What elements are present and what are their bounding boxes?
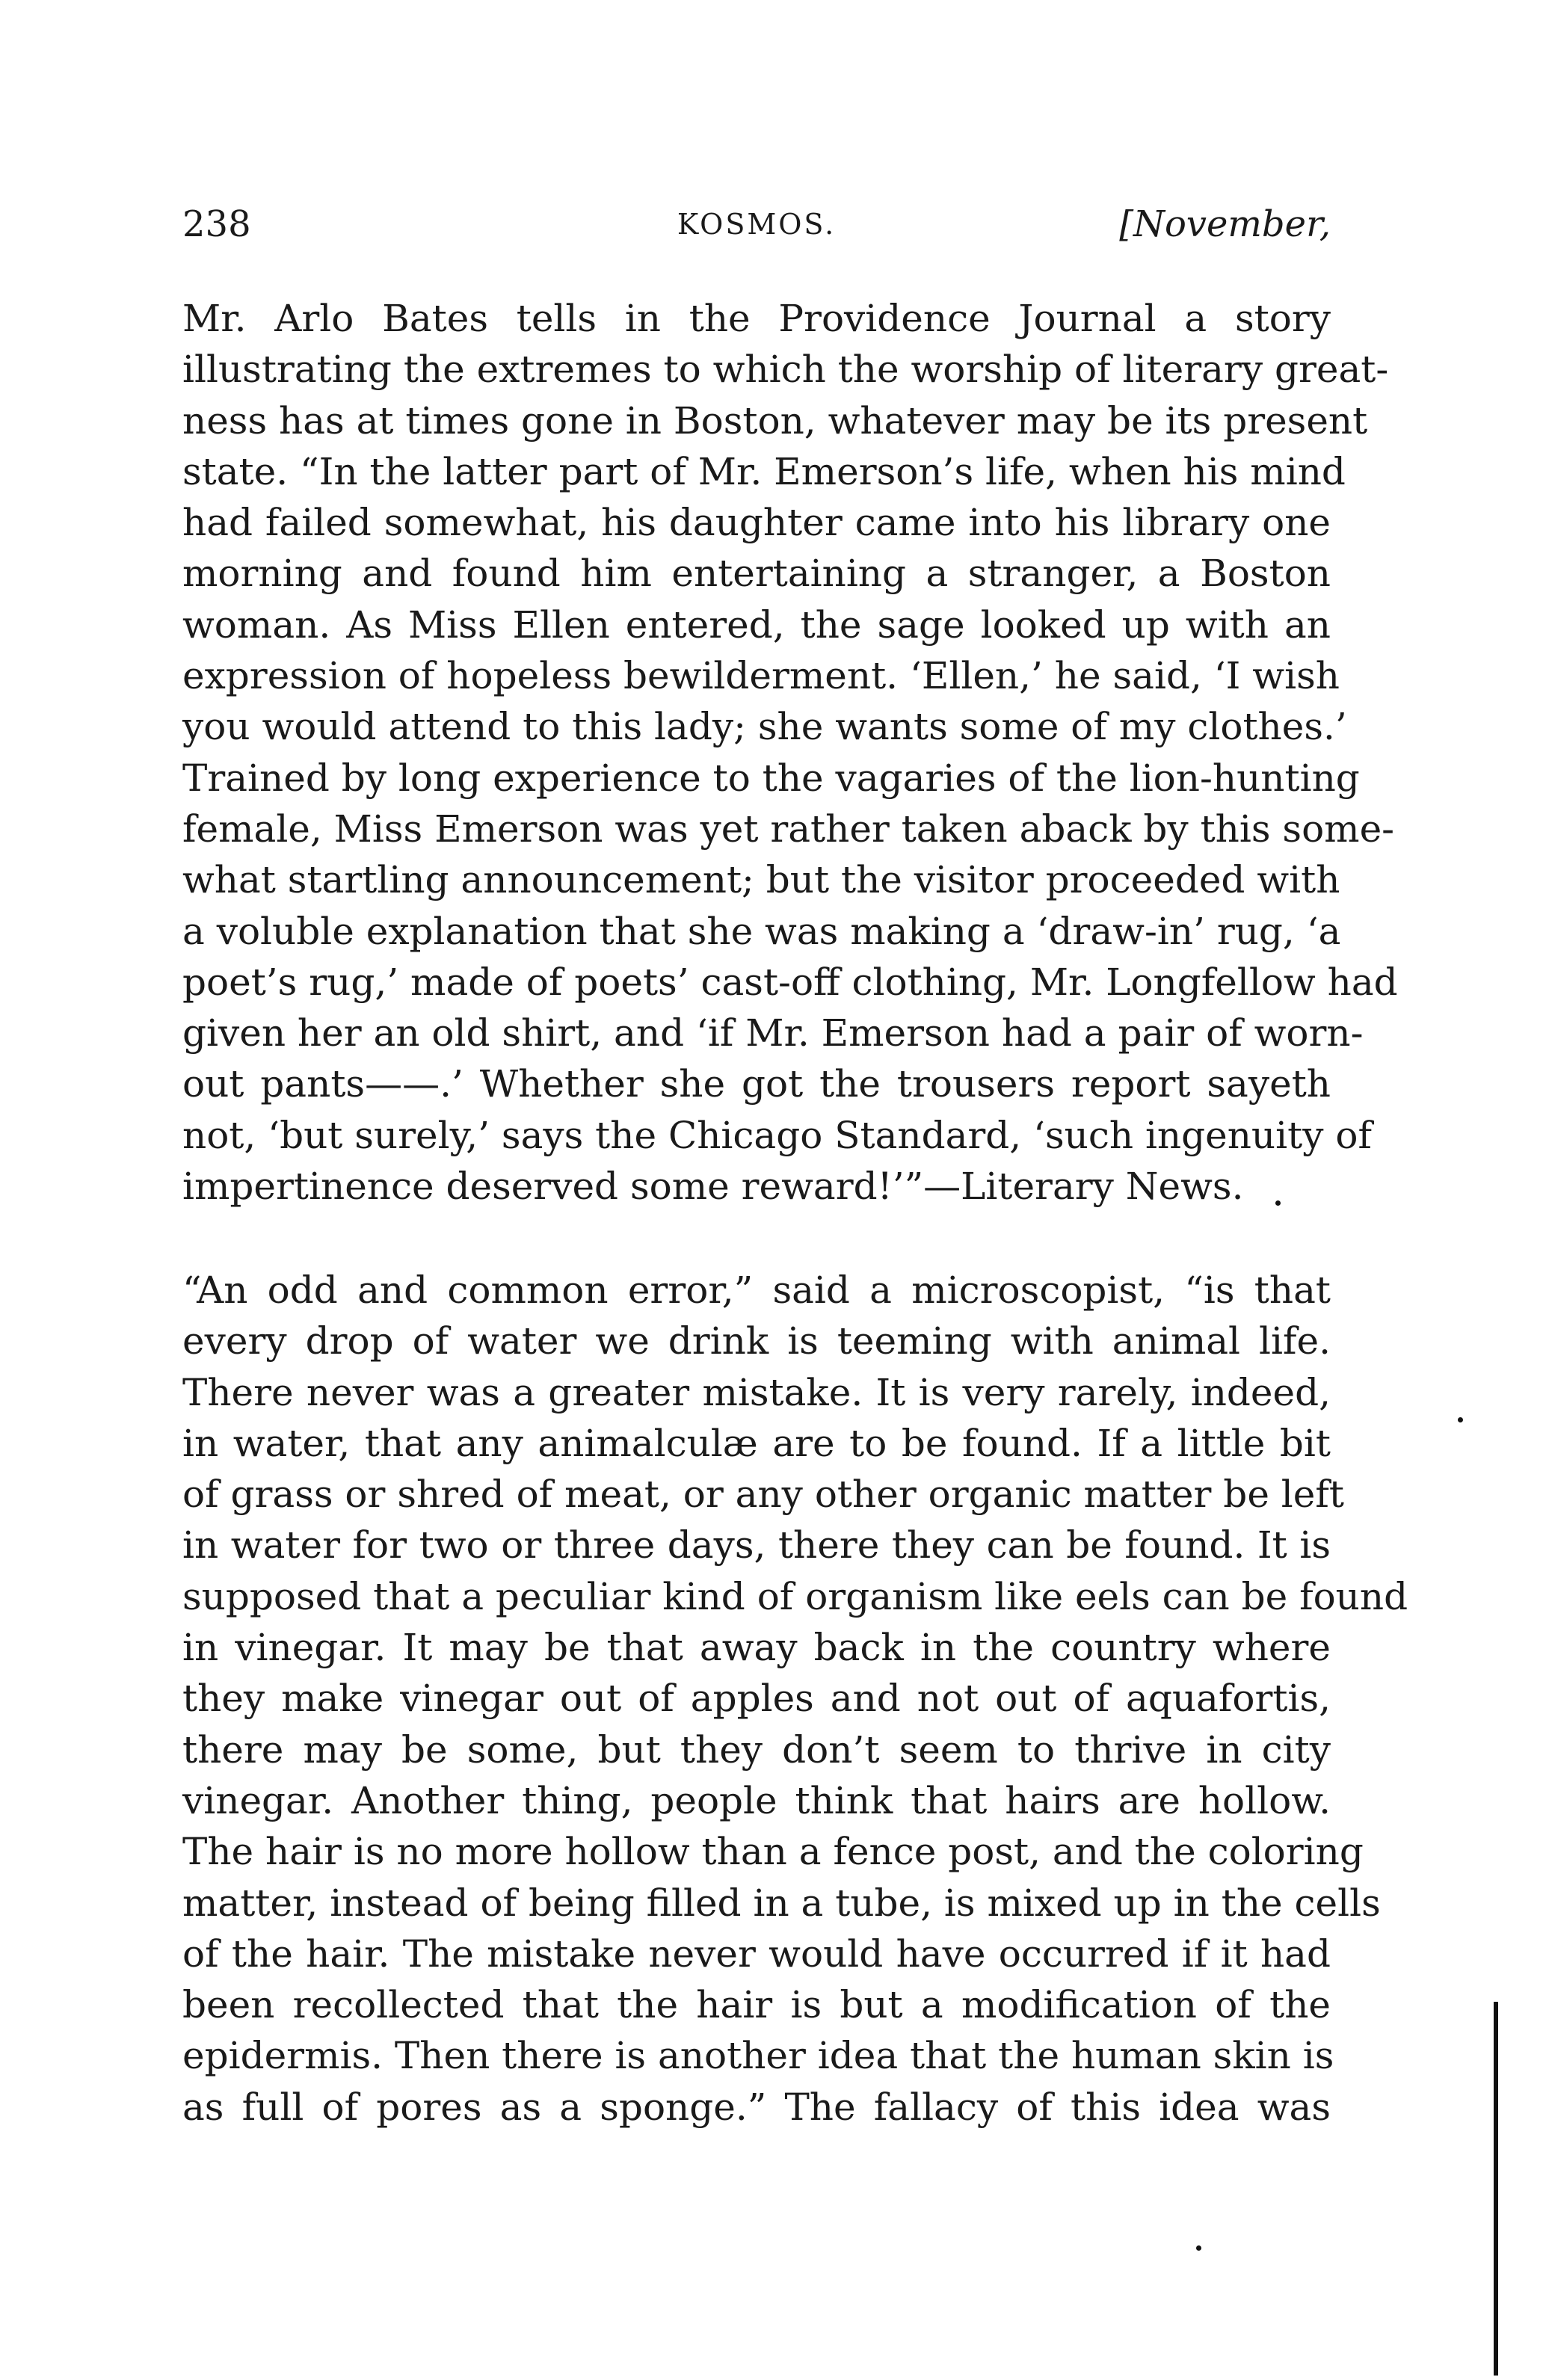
text-line: in water, that any animalculæ are to be found. If a little bit (182, 1421, 1331, 1465)
text-line: state. “In the latter part of Mr. Emerson’s life, when his mind (182, 449, 1346, 493)
text-line: Trained by long experience to the vagaries of the lion-hunting (182, 756, 1360, 800)
page-number: 238 (182, 203, 251, 245)
text-line: female, Miss Emerson was yet rather taken aback by this some- (182, 807, 1395, 851)
text-line: woman. As Miss Ellen entered, the sage looked up with an (182, 602, 1331, 647)
scan-speck (1196, 2245, 1201, 2251)
text-line: ness has at times gone in Boston, whatever may be its present (182, 398, 1368, 443)
text-line: they make vinegar out of apples and not out of aquafortis, (182, 1677, 1331, 1721)
text-line: of the hair. The mistake never would have occurred if it had (182, 1932, 1331, 1976)
text-line: poet’s rug,’ made of poets’ cast-off clothing, Mr. Longfellow had (182, 960, 1398, 1004)
scan-speck (1275, 1200, 1281, 1206)
text-line: vinegar. Another thing, people think that hairs are hollow. (182, 1778, 1331, 1822)
text-line: there may be some, but they don’t seem to thrive in city (182, 1727, 1331, 1772)
text-line: not, ‘but surely,’ says the Chicago Standard, ‘such ingenuity of (182, 1113, 1372, 1157)
text-line: out pants——.’ Whether she got the trousers report sayeth (182, 1062, 1331, 1106)
text-line: had failed somewhat, his daughter came into his library one (182, 501, 1331, 545)
paragraph-microscopist (182, 1265, 1408, 2133)
text-line: “An odd and common error,” said a microscopist, “is that (182, 1268, 1331, 1312)
journal-title: KOSMOS. (677, 208, 837, 241)
scan-speck (1458, 1417, 1463, 1422)
text-line: Mr. Arlo Bates tells in the Providence Journal a story (182, 297, 1331, 340)
issue-month: [November, (1119, 203, 1331, 245)
text-line: epidermis. Then there is another idea that the human skin is (182, 2034, 1334, 2078)
text-line: you would attend to this lady; she wants some of my clothes.’ (182, 705, 1347, 749)
text-line: expression of hopeless bewilderment. ‘Ellen,’ he said, ‘I wish (182, 654, 1340, 698)
paragraph-bates-emerson (182, 293, 1398, 1212)
text-line: morning and found him entertaining a stranger, a Boston (182, 552, 1331, 596)
text-line: a voluble explanation that she was making a ‘draw-in’ rug, ‘a (182, 909, 1341, 953)
text-line: in water for two or three days, there they can be found. It is (182, 1523, 1331, 1567)
text-line: supposed that a peculiar kind of organism like eels can be found (182, 1574, 1408, 1618)
text-line: as full of pores as a sponge.” The fallacy of this idea was (182, 2085, 1331, 2129)
text-line: impertinence deserved some reward!’”—Literary News. (182, 1165, 1244, 1209)
text-line: what startling announcement; but the visitor proceeded with (182, 858, 1340, 902)
text-line: There never was a greater mistake. It is very rarely, indeed, (182, 1370, 1331, 1414)
running-head (182, 203, 1331, 263)
text-line: of grass or shred of meat, or any other organic matter be left (182, 1473, 1344, 1517)
text-line: illustrating the extremes to which the worship of literary great- (182, 348, 1389, 392)
text-line: every drop of water we drink is teeming with animal life. (182, 1319, 1331, 1363)
scan-edge-mark (1494, 2002, 1498, 2376)
text-line: been recollected that the hair is but a modification of the (182, 1983, 1331, 2027)
text-line: given her an old shirt, and ‘if Mr. Emerson had a pair of worn- (182, 1011, 1364, 1055)
text-line: matter, instead of being filled in a tube, is mixed up in the cells (182, 1881, 1381, 1925)
text-line: in vinegar. It may be that away back in the country where (182, 1626, 1331, 1670)
text-line: The hair is no more hollow than a fence post, and the coloring (182, 1830, 1364, 1874)
